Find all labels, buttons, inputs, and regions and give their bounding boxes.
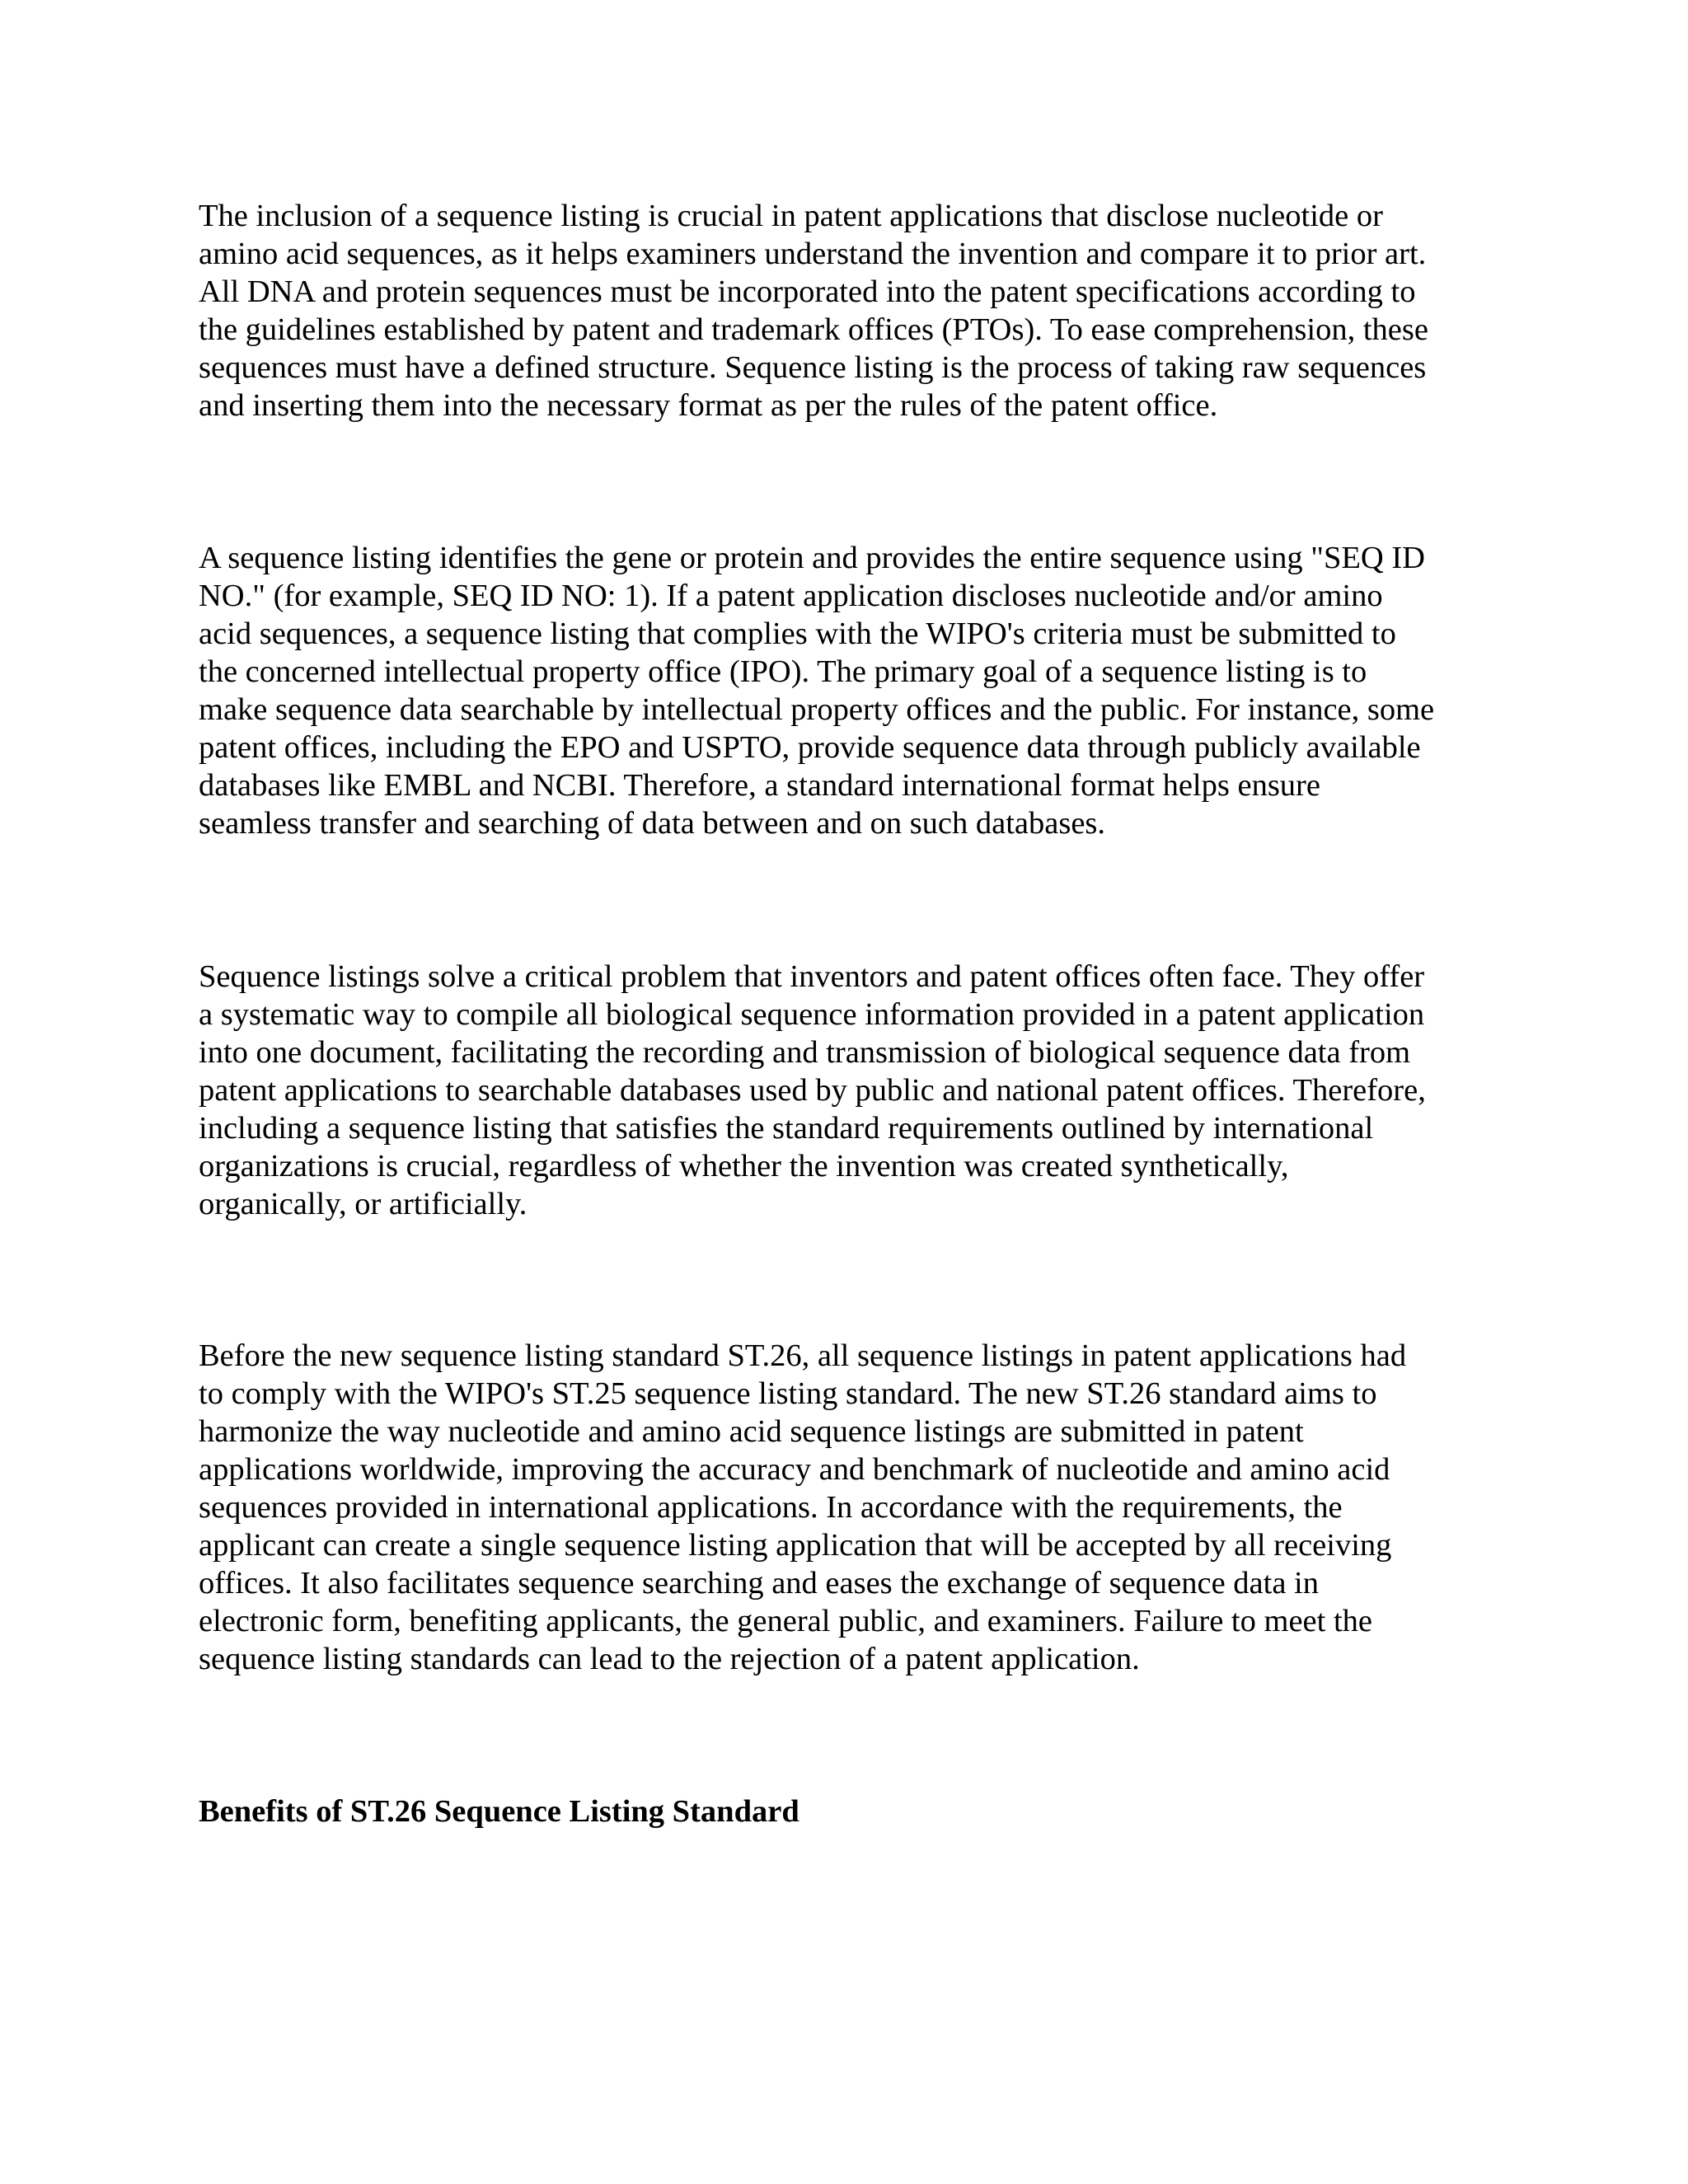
paragraph-problem-solved: Sequence listings solve a critical problem that inventors and patent offices often face. They offer a systematic way to compile all biological sequence information provided in a patent application into one document, facilitating the recording and transmission of biological sequence data from patent applications to searchable databases used by public and national patent offices. Therefore, including a sequence listing that satisfies the standard requirements outlined by international organizations is crucial, regardless of whether the invention was created synthetically, organically, or artificially.: [199, 959, 1426, 1221]
paragraph-sequence-listing-importance: The inclusion of a sequence listing is crucial in patent applications that disclose nucleotide or amino acid sequences, as it helps examiners understand the invention and compare it to prior art. All DNA and protein sequences must be incorporated into the patent specifications according to the guidelines established by patent and trademark offices (PTOs). To ease comprehension, these sequences must have a defined structure. Sequence listing is the process of taking raw sequences and inserting them into the necessary format as per the rules of the patent office.: [199, 199, 1428, 423]
paragraph-seq-id-definition: A sequence listing identifies the gene or protein and provides the entire sequence using "SEQ ID NO." (for example, SEQ ID NO: 1). If a patent application discloses nucleotide and/or amino acid sequences, a sequence listing that complies with the WIPO's criteria must be submitted to the concerned intellectual property office (IPO). The primary goal of a sequence listing is to make sequence data searchable by intellectual property offices and the public. For instance, some patent offices, including the EPO and USPTO, provide sequence data through publicly available databases like EMBL and NCBI. Therefore, a standard international format helps ensure seamless transfer and searching of data between and on such databases.: [199, 541, 1435, 841]
paragraph-st26-standard: Before the new sequence listing standard ST.26, all sequence listings in patent applications had to comply with the WIPO's ST.25 sequence listing standard. The new ST.26 standard aims to harmonize the way nucleotide and amino acid sequence listings are submitted in patent applications worldwide, improving the accuracy and benchmark of nucleotide and amino acid sequences provided in international applications. In accordance with the requirements, the applicant can create a single sequence listing application that will be accepted by all receiving offices. It also facilitates sequence searching and eases the exchange of sequence data in electronic form, benefiting applicants, the general public, and examiners. Failure to meet the sequence listing standards can lead to the rejection of a patent application.: [199, 1338, 1407, 1676]
section-heading-benefits: Benefits of ST.26 Sequence Listing Standard: [199, 1794, 799, 1829]
